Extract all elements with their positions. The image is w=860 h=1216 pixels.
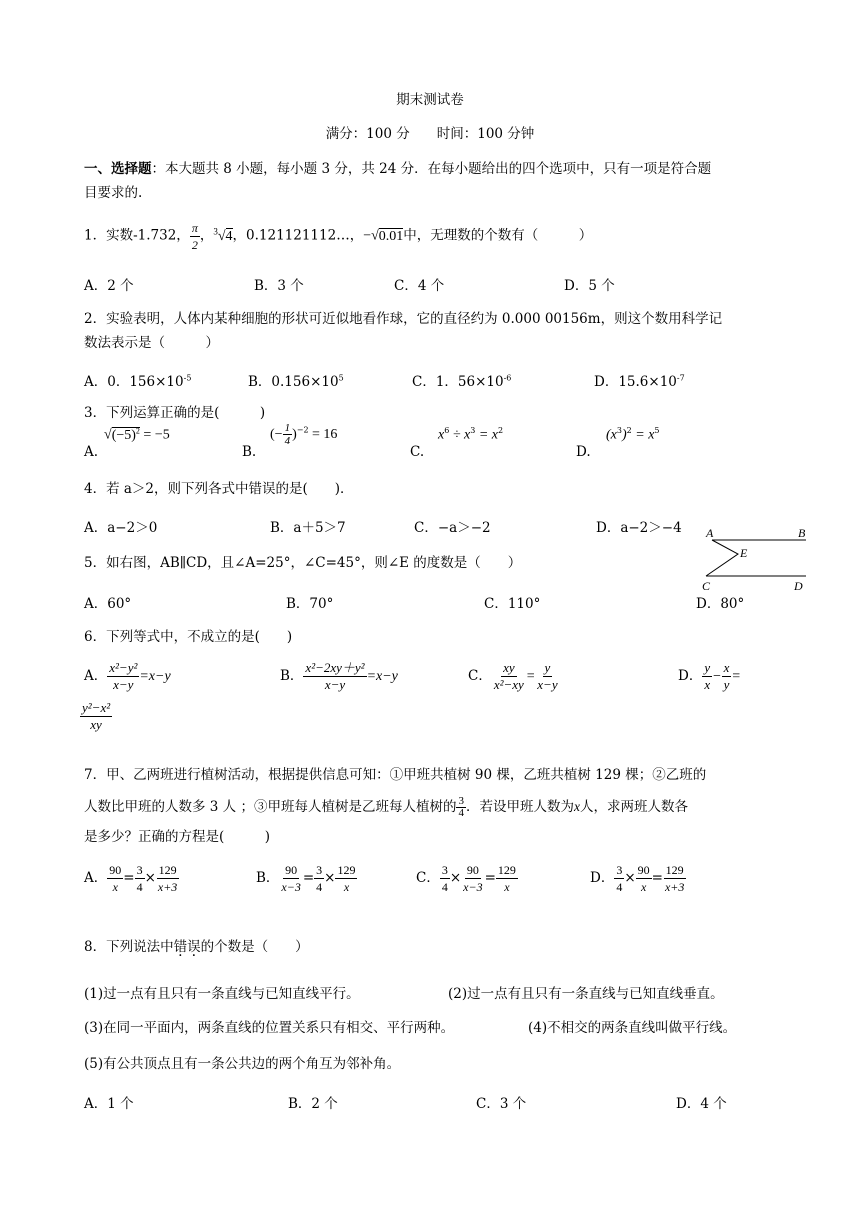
fig-label-b: B (798, 526, 806, 540)
q8-statement-4: (4)不相交的两条直线叫做平行线。 (528, 1020, 737, 1036)
q7-option-b: B． $\frac{90}{x-3}$ = $\frac{3}{4}$ × $\frac{129}{x}$ (256, 863, 356, 894)
q1-neg-sqrt: −√0.01 (363, 228, 404, 244)
q6-option-d: D． $\frac{y}{x}$ − $\frac{x}{y}$ = (678, 660, 741, 692)
section-instructions: ：本大题共 8 小题，每小题 3 分，共 24 分．在每小题给出的四个选项中，只有一项是符合题 (151, 161, 712, 177)
q4-option-c: C．−a＞−2 (414, 520, 491, 536)
fig-label-c: C (702, 579, 711, 593)
q7-option-a: A． $\frac{90}{x}$ = $\frac{3}{4}$ × $\frac{129}{x+3}$ (84, 863, 178, 894)
section-heading: 一、选择题 (84, 161, 152, 177)
q3-expr-d: $(x^3)^2 = x^5$ (606, 426, 660, 443)
q3-expr-b: (− $\frac{1}{4}$ )$^{-2}$ = 16 (270, 422, 338, 447)
q5-option-b: B．70° (286, 596, 334, 612)
q8-option-c: C．3 个 (476, 1096, 527, 1112)
q8-option-d: D．4 个 (676, 1096, 727, 1112)
q1-sep: ， (199, 227, 214, 244)
q8-statement-5: (5)有公共顶点且有一条公共边的两个角互为邻补角。 (84, 1056, 401, 1072)
q8-option-b: B．2 个 (288, 1096, 338, 1112)
question-6-stem: 6．下列等式中，不成立的是( ) (84, 629, 293, 645)
q1-middle: ，0.121121112…， (232, 227, 364, 244)
fig-label-e: E (740, 546, 748, 560)
question-1-stem (84, 218, 592, 253)
q4-option-d: D．a−2＞−4 (596, 520, 682, 536)
q6-option-b: B． $\frac{\text{x²−2xy＋y²}}{x-y}$ =x−y (280, 660, 398, 692)
q8-statement-2: (2)过一点有且只有一条直线与已知直线垂直。 (448, 986, 724, 1002)
fig-label-d: D (794, 579, 803, 593)
question-8-stem: 8．下列说法中错误的个数是（ ） (84, 939, 309, 955)
question-2-stem: 2．实验表明，人体内某种细胞的形状可近似地看作球，它的直径约为 0.000 00156m，则这个数用科学记 (84, 311, 723, 327)
question-7-stem-end: 是多少？正确的方程是( ) (84, 829, 271, 845)
q1-option-d: D．5 个 (564, 278, 615, 294)
question-3-stem: 3．下列运算正确的是( ) (84, 405, 266, 421)
q1-option-c: C．4 个 (394, 278, 445, 294)
q5-option-a: A．60° (84, 596, 132, 612)
q4-option-b: B．a＋5＞7 (270, 520, 346, 536)
question-2-stem-cont: 数法表示是（ ） (84, 335, 219, 351)
q7-option-c: C． $\frac{3}{4}$ × $\frac{90}{x-3}$ = $\frac{129}{x}$ (416, 863, 516, 894)
question-7-stem: 7．甲、乙两班进行植树活动，根据提供信息可知：①甲班共植树 90 棵，乙班共植树 129 棵；②乙班的 (84, 767, 707, 783)
question-4-stem: 4．若 a＞2，则下列各式中错误的是( )． (84, 481, 354, 497)
q8-statement-3: (3)在同一平面内，两条直线的位置关系只有相交、平行两种。 (84, 1020, 455, 1036)
section-heading-line (84, 160, 711, 178)
question-5-stem: 5．如右图，AB∥CD，且∠A=25°，∠C=45°，则∠E 的度数是（ ） (84, 555, 522, 571)
q3-expr-c: $x^6 \div x^3 = x^2$ (438, 426, 504, 443)
q1-option-b: B．3 个 (254, 278, 304, 294)
angle-path-aec (706, 540, 738, 576)
parallel-lines-figure (698, 526, 810, 596)
q6-option-c: C． $\frac{xy}{\text{x²−xy}}$ = $\frac{y}{x-y}$ (468, 660, 558, 692)
q1-option-a: A．2 个 (84, 278, 134, 294)
q6-option-d-rhs: $\frac{\text{y²−x²}}{xy}$ (82, 700, 111, 732)
q7-option-d: D． $\frac{3}{4}$ × $\frac{90}{x}$ = $\frac{129}{x+3}$ (590, 863, 685, 894)
q5-option-d: D．80° (696, 596, 745, 612)
q3-expr-a: $√(-5)^2 = -5$ (104, 426, 170, 443)
q1-pi-over-2: $\frac{\pi}{2}$ (191, 220, 198, 252)
q3-label-a: A. (84, 444, 99, 460)
page-subtitle: 满分：100 分 时间：100 分钟 (325, 126, 535, 142)
q4-option-a: A．a−2＞0 (84, 520, 158, 536)
page-title: 期末测试卷 (396, 92, 464, 108)
q3-label-d: D. (576, 444, 591, 460)
q2-option-c: C．1．$56\times 10^{-6}$ (412, 373, 512, 390)
q2-option-d: D．$15.6\times 10^{-7}$ (594, 373, 685, 390)
q6-option-a: A． $\frac{\text{x²−y²}}{x-y}$ =x−y (84, 660, 171, 692)
fig-label-a: A (706, 526, 714, 540)
section-instructions-cont: 目要求的. (84, 185, 143, 201)
q3-label-c: C. (410, 444, 425, 460)
q8-statement-1: (1)过一点有且只有一条直线与已知直线平行。 (84, 986, 360, 1002)
q8-option-a: A．1 个 (84, 1096, 134, 1112)
q1-suffix: 中，无理数的个数有（ ） (403, 227, 593, 244)
q2-option-a: A．0．$156\times 10^{-5}$ (84, 373, 192, 390)
q2-option-b: B．$0.156\times 10^5$ (248, 373, 344, 390)
q1-prefix: 1．实数-1.732， (84, 227, 190, 244)
q1-cube-root: $^3$√4 (213, 226, 233, 244)
question-7-stem-cont: 人数比甲班的人数多 3 人 ；③甲班每人植树是乙班每人植树的 $\frac{3}{4}$ ．若设甲班人数为x人，求两班人数各 (84, 795, 688, 819)
q5-option-c: C．110° (484, 596, 541, 612)
q3-label-b: B. (242, 444, 257, 460)
